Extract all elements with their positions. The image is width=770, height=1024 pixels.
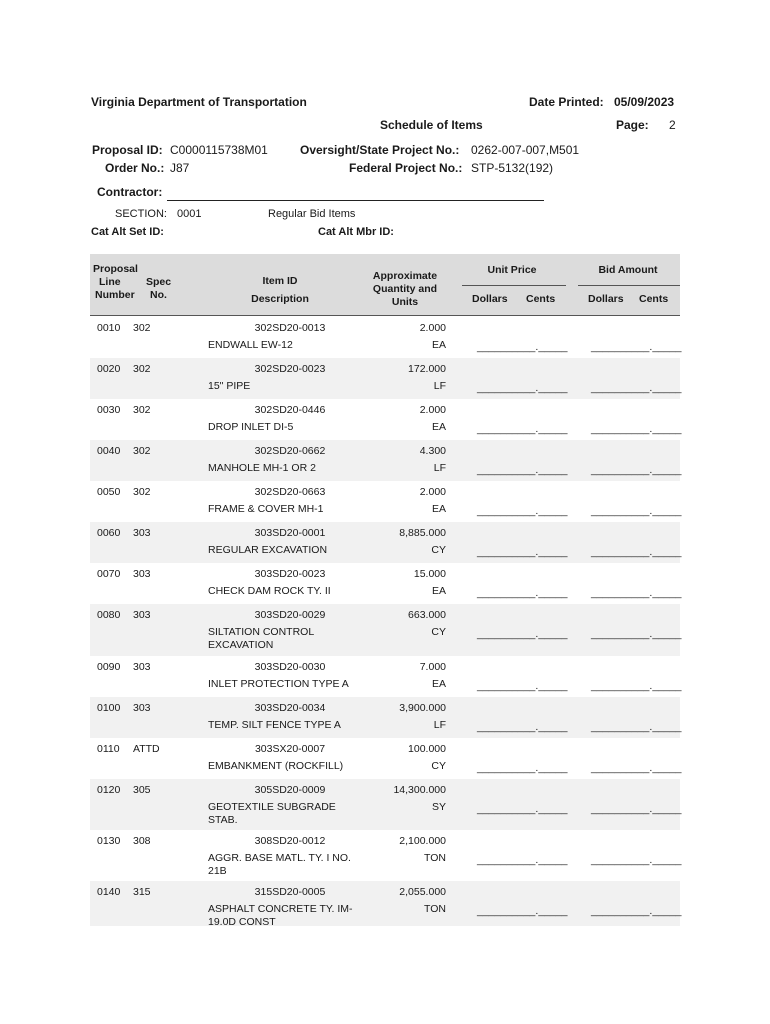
row-unit: LF [433,719,446,731]
row-item-id: 302SD20-0023 [254,363,326,375]
bid-amount-entry[interactable]: __________._____ [591,464,682,476]
table-row [90,563,680,604]
th-line: Line [99,276,121,288]
contractor-field[interactable] [167,200,544,201]
table-row [90,317,680,358]
row-quantity: 3,900.000 [399,702,446,714]
th-cents-2: Cents [639,293,669,305]
row-line-number: 0040 [97,445,121,457]
row-item-id: 303SD20-0001 [254,527,326,539]
section-label: SECTION: [115,208,167,220]
row-quantity: 15.000 [413,568,446,580]
bid-amount-entry[interactable]: __________._____ [591,680,682,692]
row-spec-no: 303 [133,609,151,621]
unit-price-rule [462,285,566,286]
row-unit: EA [431,585,446,597]
row-line-number: 0120 [97,784,121,796]
th-dollars-2: Dollars [588,293,624,305]
th-proposal: Proposal [93,263,138,275]
row-unit: CY [431,544,446,556]
row-unit: LF [433,380,446,392]
row-quantity: 2.000 [419,486,446,498]
row-item-id: 303SX20-0007 [254,743,326,755]
row-description: ENDWALL EW-12 [208,339,293,351]
row-item-id: 302SD20-0663 [254,486,326,498]
row-line-number: 0090 [97,661,121,673]
table-row [90,881,680,926]
row-description-2: 21B [208,865,227,877]
federal-no: STP-5132(192) [471,161,554,175]
row-unit: TON [424,852,446,864]
cat-alt-mbr-label: Cat Alt Mbr ID: [318,226,394,238]
unit-price-entry[interactable]: __________._____ [477,905,568,917]
th-quantity-and: Quantity and [372,283,438,295]
bid-amount-entry[interactable]: __________._____ [591,803,682,815]
table-row [90,481,680,522]
federal-label: Federal Project No.: [349,161,463,175]
th-approx: Approximate [372,270,438,282]
bid-amount-entry[interactable]: __________._____ [591,423,682,435]
row-line-number: 0110 [97,743,120,755]
row-item-id: 302SD20-0662 [254,445,326,457]
agency-name: Virginia Department of Transportation [91,95,307,109]
th-dollars: Dollars [472,293,508,305]
th-cents: Cents [526,293,556,305]
row-description: AGGR. BASE MATL. TY. I NO. [208,852,351,864]
row-spec-no: 303 [133,527,151,539]
row-description-2: 19.0D CONST [208,916,276,928]
row-spec-no: 302 [133,445,151,457]
row-spec-no: 303 [133,661,151,673]
row-quantity: 2.000 [419,322,446,334]
row-description: FRAME & COVER MH-1 [208,503,324,515]
row-quantity: 2,100.000 [399,835,446,847]
table-row [90,697,680,738]
unit-price-entry[interactable]: __________._____ [477,587,568,599]
th-spec-no: No. [150,289,167,301]
date-printed-label: Date Printed: [529,95,604,109]
row-unit: CY [431,626,446,638]
table-row [90,830,680,881]
table-row [90,440,680,481]
proposal-id: C0000115738M01 [170,143,268,157]
row-line-number: 0010 [97,322,121,334]
unit-price-entry[interactable]: __________._____ [477,803,568,815]
unit-price-entry[interactable]: __________._____ [477,341,568,353]
row-spec-no: 302 [133,322,151,334]
row-spec-no: ATTD [133,743,160,755]
th-bid-amount: Bid Amount [598,264,658,276]
table-row [90,522,680,563]
row-item-id: 305SD20-0009 [254,784,326,796]
row-spec-no: 303 [133,568,151,580]
row-unit: EA [431,339,446,351]
row-item-id: 303SD20-0023 [254,568,326,580]
cat-alt-set-label: Cat Alt Set ID: [91,226,164,238]
th-number: Number [95,289,135,301]
contractor-label: Contractor: [97,185,163,199]
row-spec-no: 315 [133,886,151,898]
row-description: GEOTEXTILE SUBGRADE [208,801,336,813]
th-spec: Spec [146,276,172,288]
row-spec-no: 302 [133,486,151,498]
row-quantity: 100.000 [408,743,446,755]
table-row [90,738,680,779]
row-spec-no: 303 [133,702,151,714]
row-item-id: 302SD20-0446 [254,404,326,416]
bid-amount-entry[interactable]: __________._____ [591,382,682,394]
bid-amount-entry[interactable]: __________._____ [591,505,682,517]
bid-amount-entry[interactable]: __________._____ [591,854,682,866]
row-line-number: 0030 [97,404,121,416]
row-quantity: 663.000 [408,609,446,621]
row-line-number: 0080 [97,609,121,621]
page-number: 2 [669,118,676,132]
bid-amount-entry[interactable]: __________._____ [591,762,682,774]
row-unit: TON [424,903,446,915]
table-row [90,604,680,656]
row-item-id: 308SD20-0012 [254,835,326,847]
page-label: Page: [616,118,649,132]
th-item-id: Item ID [262,275,298,287]
row-description: MANHOLE MH-1 OR 2 [208,462,316,474]
row-quantity: 2.000 [419,404,446,416]
header-bottom-rule [90,315,680,316]
row-description: DROP INLET DI-5 [208,421,294,433]
proposal-id-label: Proposal ID: [92,143,163,157]
oversight-no: 0262-007-007,M501 [471,143,580,157]
th-units: Units [391,296,419,308]
row-unit: EA [431,421,446,433]
row-quantity: 7.000 [419,661,446,673]
row-spec-no: 302 [133,363,151,375]
row-description-2: EXCAVATION [208,639,274,651]
row-description: CHECK DAM ROCK TY. II [208,585,331,597]
row-unit: EA [431,678,446,690]
row-description: REGULAR EXCAVATION [208,544,328,556]
row-item-id: 303SD20-0029 [254,609,326,621]
unit-price-entry[interactable]: __________._____ [477,505,568,517]
bid-amount-entry[interactable]: __________._____ [591,628,682,640]
schedule-title: Schedule of Items [380,118,483,132]
bid-amount-entry[interactable]: __________._____ [591,721,682,733]
row-spec-no: 302 [133,404,151,416]
table-row [90,656,680,697]
section-desc: Regular Bid Items [268,208,356,220]
row-unit: SY [431,801,446,813]
section-no: 0001 [177,208,202,220]
bid-amount-rule [578,285,680,286]
row-spec-no: 305 [133,784,151,796]
row-description: INLET PROTECTION TYPE A [208,678,349,690]
date-printed: 05/09/2023 [614,95,675,109]
bid-amount-entry[interactable]: __________._____ [591,546,682,558]
row-description: SILTATION CONTROL [208,626,315,638]
row-description: TEMP. SILT FENCE TYPE A [208,719,341,731]
row-description: ASPHALT CONCRETE TY. IM- [208,903,353,915]
row-line-number: 0050 [97,486,121,498]
bid-amount-entry[interactable]: __________._____ [591,587,682,599]
row-spec-no: 308 [133,835,151,847]
unit-price-entry[interactable]: __________._____ [477,762,568,774]
unit-price-entry[interactable]: __________._____ [477,382,568,394]
unit-price-entry[interactable]: __________._____ [477,423,568,435]
row-item-id: 315SD20-0005 [254,886,326,898]
unit-price-entry[interactable]: __________._____ [477,464,568,476]
unit-price-entry[interactable]: __________._____ [477,721,568,733]
unit-price-entry[interactable]: __________._____ [477,546,568,558]
order-no: J87 [170,161,190,175]
row-unit: EA [431,503,446,515]
row-item-id: 303SD20-0034 [254,702,326,714]
row-line-number: 0130 [97,835,121,847]
row-item-id: 303SD20-0030 [254,661,326,673]
row-line-number: 0060 [97,527,121,539]
oversight-label: Oversight/State Project No.: [300,143,460,157]
row-line-number: 0020 [97,363,121,375]
unit-price-entry[interactable]: __________._____ [477,628,568,640]
table-row [90,399,680,440]
bid-amount-entry[interactable]: __________._____ [591,341,682,353]
row-description: 15" PIPE [208,380,251,392]
row-quantity: 2,055.000 [399,886,446,898]
row-item-id: 302SD20-0013 [254,322,326,334]
bid-amount-entry[interactable]: __________._____ [591,905,682,917]
order-no-label: Order No.: [105,161,165,175]
row-unit: CY [431,760,446,772]
row-quantity: 4.300 [419,445,446,457]
row-description: EMBANKMENT (ROCKFILL) [208,760,344,772]
unit-price-entry[interactable]: __________._____ [477,680,568,692]
row-quantity: 8,885.000 [399,527,446,539]
row-description-2: STAB. [208,814,238,826]
row-quantity: 14,300.000 [393,784,446,796]
row-line-number: 0070 [97,568,121,580]
row-unit: LF [433,462,446,474]
unit-price-entry[interactable]: __________._____ [477,854,568,866]
table-row [90,358,680,399]
th-description: Description [251,293,309,305]
row-line-number: 0100 [97,702,121,714]
row-quantity: 172.000 [408,363,446,375]
th-unit-price: Unit Price [487,264,537,276]
table-row [90,779,680,830]
row-line-number: 0140 [97,886,121,898]
